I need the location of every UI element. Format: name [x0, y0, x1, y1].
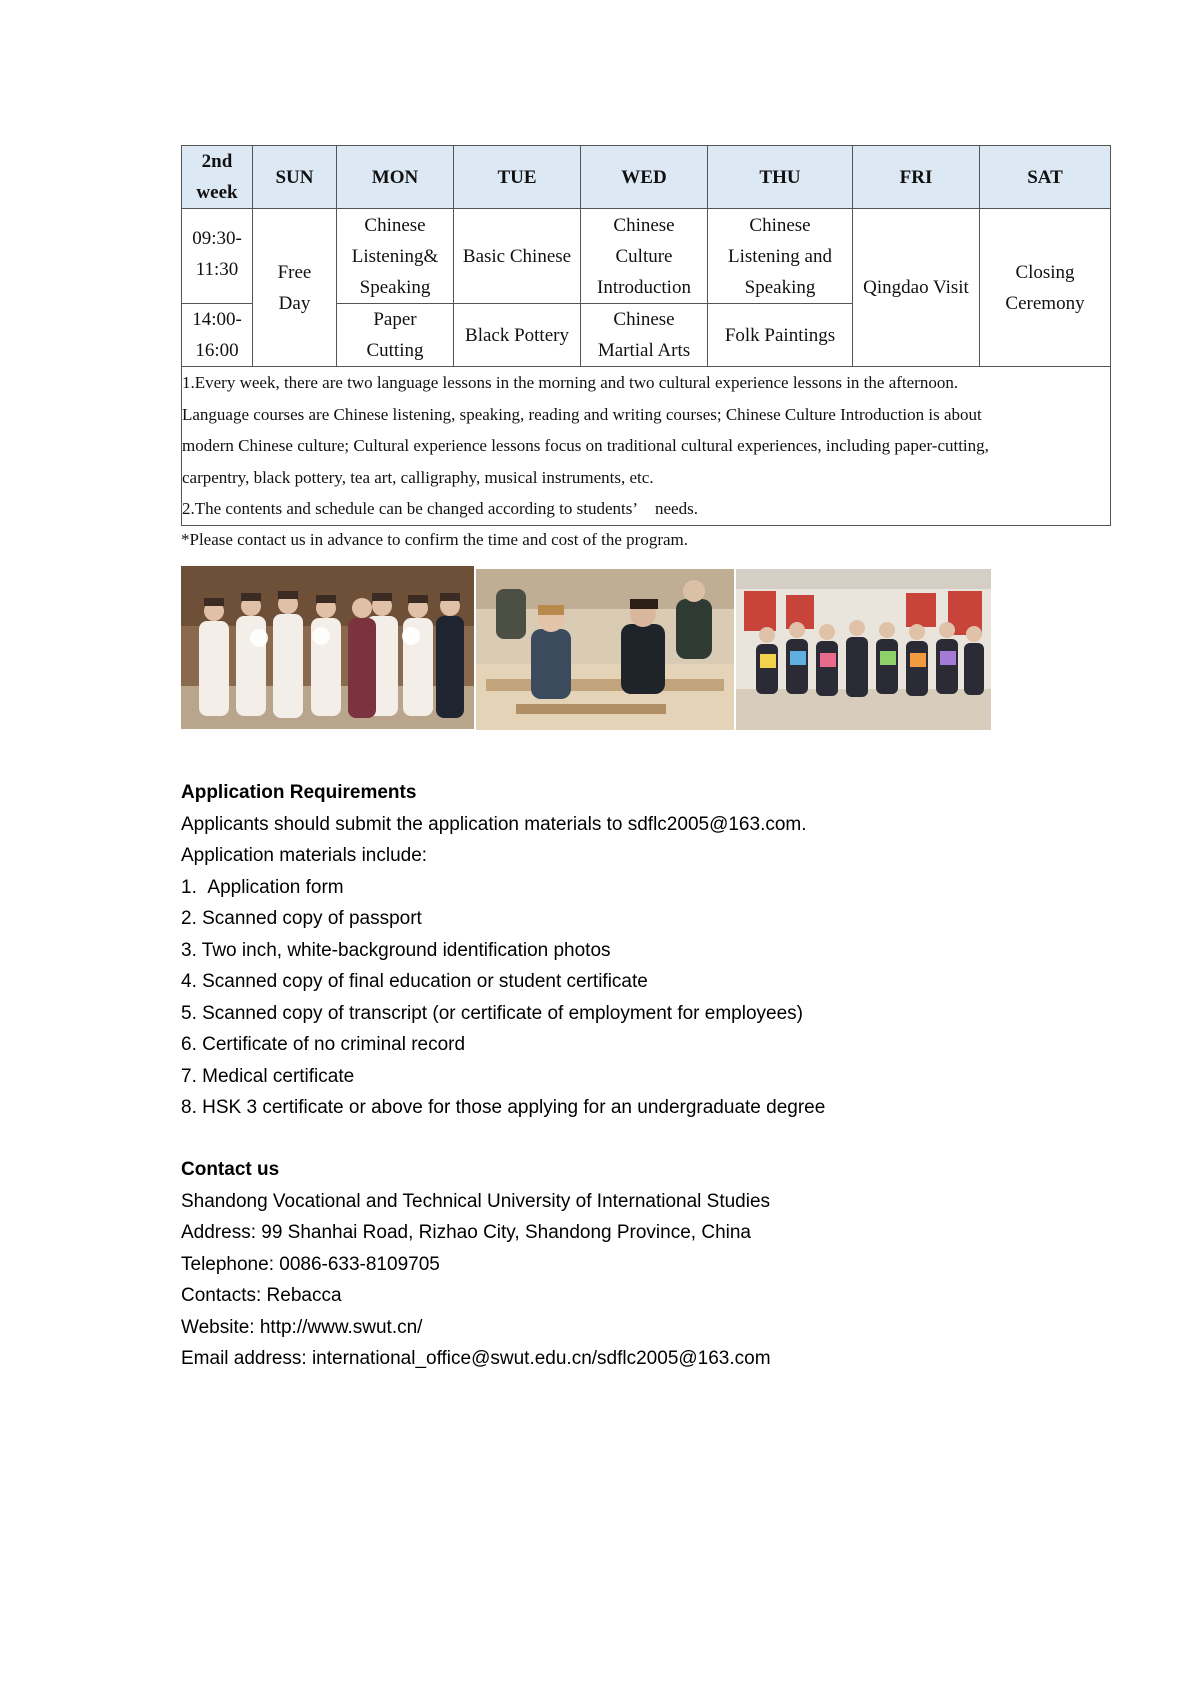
material-item: 3. Two inch, white-background identification photos [181, 939, 611, 961]
fri-qingdao-visit: Qingdao Visit [853, 209, 980, 367]
material-item: 4. Scanned copy of final education or student certificate [181, 971, 648, 992]
application-heading: Application Requirements [181, 782, 417, 803]
thu-morning-class: Chinese Listening and Speaking [708, 209, 853, 304]
photo-woodworking-class [476, 569, 734, 730]
material-item: 6. Certificate of no criminal record [181, 1034, 466, 1055]
sun-free-day: Free Day [253, 209, 337, 367]
day-header-tue: TUE [454, 146, 581, 209]
contact-person: Contacts: Rebacca [181, 1285, 342, 1306]
mon-afternoon-class: Paper Cutting [337, 304, 454, 367]
tue-afternoon-class: Black Pottery [454, 304, 581, 367]
day-header-sun: SUN [253, 146, 337, 209]
contact-email: Email address: international_office@swut.edu.cn/sdflc2005@163.com [181, 1348, 771, 1369]
day-header-sat: SAT [980, 146, 1111, 209]
wed-morning-class: Chinese Culture Introduction [581, 209, 708, 304]
mon-morning-class: Chinese Listening& Speaking [337, 209, 454, 304]
material-item: 5. Scanned copy of transcript (or certificate of employment for employees) [181, 1002, 803, 1024]
material-item: 7. Medical certificate [181, 1065, 355, 1087]
morning-time: 09:30- 11:30 [182, 209, 253, 304]
material-item: 8. HSK 3 certificate or above for those applying for an undergraduate degree [181, 1097, 826, 1118]
application-requirements-section [181, 777, 825, 1124]
material-item: 1. Application form [181, 876, 344, 898]
schedule-notes [182, 367, 1111, 526]
wed-afternoon-class: Chinese Martial Arts [581, 304, 708, 367]
schedule-header-row [182, 146, 1111, 209]
morning-row [182, 209, 1111, 304]
day-header-thu: THU [708, 146, 853, 209]
afternoon-time: 14:00- 16:00 [182, 304, 253, 367]
contact-section [181, 1154, 771, 1375]
note-line: carpentry, black pottery, tea art, calligraphy, musical instruments, etc. [182, 467, 654, 487]
program-footnote: *Please contact us in advance to confirm the time and cost of the program. [181, 530, 689, 549]
day-header-wed: WED [581, 146, 708, 209]
thu-afternoon-class: Folk Paintings [708, 304, 853, 367]
contact-telephone: Telephone: 0086-633-8109705 [181, 1253, 440, 1275]
tue-morning-class: Basic Chinese [454, 209, 581, 304]
day-header-fri: FRI [853, 146, 980, 209]
materials-label: Application materials include: [181, 845, 428, 866]
week-label: 2nd week [182, 146, 253, 209]
note-line: 2.The contents and schedule can be changed according to students’ needs. [182, 499, 698, 518]
day-header-mon: MON [337, 146, 454, 209]
note-line: Language courses are Chinese listening, speaking, reading and writing courses; Chinese Culture Introduction is about [182, 404, 982, 424]
photo-hanfu-group [181, 566, 474, 729]
contact-address: Address: 99 Shanhai Road, Rizhao City, Shandong Province, China [181, 1222, 751, 1243]
sat-closing-ceremony: Closing Ceremony [980, 209, 1111, 367]
notes-row [182, 367, 1111, 526]
note-line: 1.Every week, there are two language lessons in the morning and two cultural experience lessons in the afternoon. [182, 373, 959, 392]
photo-paper-cutting-group [736, 569, 991, 730]
material-item: 2. Scanned copy of passport [181, 908, 422, 929]
contact-heading: Contact us [181, 1159, 280, 1180]
application-intro: Applicants should submit the application materials to sdflc2005@163.com. [181, 813, 807, 835]
contact-institution: Shandong Vocational and Technical University of International Studies [181, 1190, 771, 1212]
contact-website: Website: http://www.swut.cn/ [181, 1316, 423, 1338]
schedule-table [181, 145, 1111, 526]
note-line: modern Chinese culture; Cultural experience lessons focus on traditional cultural experiences, including paper-cutting, [182, 436, 989, 455]
